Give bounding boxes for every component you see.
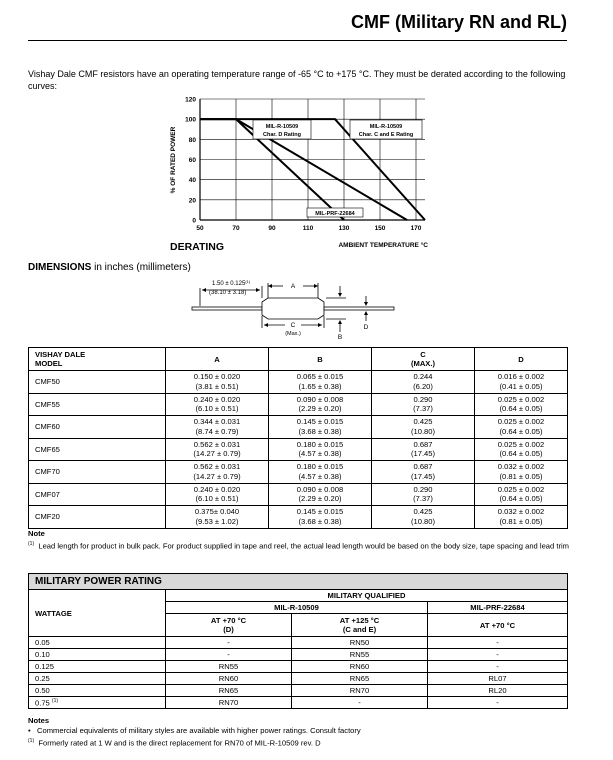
table-row (29, 697, 568, 709)
x-tick-label: 130 (338, 225, 350, 232)
power-notes (28, 716, 573, 749)
series-label-d-line1: MIL-R-10509 (265, 124, 299, 130)
lead-length-label: $1.50 \pm 0.125^{(1)}$ (212, 279, 251, 287)
table-row (29, 461, 568, 484)
cell-b: 0.090 ± 0.008 (2.29 ± 0.20) (269, 483, 372, 506)
x-tick-label: 110 (302, 225, 314, 232)
dim-c-max-label: (Max.) (285, 331, 301, 337)
dimensions-table (28, 347, 568, 529)
cell-d: 0.025 ± 0.002 (0.64 ± 0.05) (475, 438, 568, 461)
cell-wattage: 0.125 (29, 661, 166, 673)
table-row (29, 393, 568, 416)
cell-d: 0.025 ± 0.002 (0.64 ± 0.05) (475, 393, 568, 416)
cell-d: - (166, 649, 292, 661)
x-tick-label: 90 (268, 225, 276, 232)
cell-a: 0.240 ± 0.020 (6.10 ± 0.51) (166, 483, 269, 506)
cell-a: 0.240 ± 0.020 (6.10 ± 0.51) (166, 393, 269, 416)
right-lead (324, 307, 394, 310)
cell-d: RN70 (166, 697, 292, 709)
cell-wattage: 0.50 (29, 685, 166, 697)
col-wattage: WATTAGE (29, 590, 166, 637)
cell-model: CMF55 (29, 393, 166, 416)
left-lead (192, 307, 262, 310)
dimensions-heading-units: in inches (millimeters) (91, 262, 191, 273)
cell-prf: - (428, 649, 568, 661)
dimension-drawing (190, 276, 410, 346)
cell-model: CMF20 (29, 506, 166, 529)
cell-a: 0.562 ± 0.031 (14.27 ± 0.79) (166, 461, 269, 484)
note-text: $^{(1)}$ Lead length for product in bulk pack. For product supplied in tape and reel, the actual lead length would be based on the body size, tape spacing and lead trim (28, 541, 570, 551)
cell-d: - (166, 637, 292, 649)
col-at70-d: AT +70 °C (D) (166, 614, 292, 637)
mil-prf-header: MIL-PRF-22684 (428, 602, 568, 614)
table-row (29, 673, 568, 685)
y-tick-label: 60 (188, 157, 196, 164)
military-power-table (28, 573, 568, 709)
x-tick-label: 150 (374, 225, 386, 232)
col-at125-ce: AT +125 °C (C and E) (292, 614, 428, 637)
table-row (29, 371, 568, 394)
cell-wattage: 0.25 (29, 673, 166, 685)
y-tick-label: 120 (185, 96, 196, 104)
cell-wattage: 0.05 (29, 637, 166, 649)
cell-d: RN60 (166, 673, 292, 685)
dim-d-label: D (363, 324, 369, 331)
cell-c: 0.687 (17.45) (372, 461, 475, 484)
cell-wattage: 0.75 $^{(1)}$ (29, 697, 166, 709)
notes-title: Notes (28, 716, 50, 725)
cell-ce: RN55 (292, 649, 428, 661)
x-tick-label: 170 (410, 225, 422, 232)
intro-text: Vishay Dale CMF resistors have an operating temperature range of -65 °C to +175 °C. They must be derated according to the following curves: (28, 69, 566, 91)
col-model: VISHAY DALE MODEL (29, 348, 166, 371)
cell-prf: RL07 (428, 673, 568, 685)
cell-c: 0.290 (7.37) (372, 393, 475, 416)
cell-a: 0.150 ± 0.020 (3.81 ± 0.51) (166, 371, 269, 394)
cell-ce: RN65 (292, 673, 428, 685)
dimensions-heading (28, 262, 191, 273)
cell-c: 0.425 (10.80) (372, 416, 475, 439)
table-row (29, 685, 568, 697)
cell-d: 0.032 ± 0.002 (0.81 ± 0.05) (475, 461, 568, 484)
y-tick-label: 100 (185, 116, 196, 124)
series-label-d-line2: Char. D Rating (263, 132, 301, 138)
table-row (29, 661, 568, 673)
page-title: CMF (Military RN and RL) (351, 12, 567, 32)
cell-ce: RN60 (292, 661, 428, 673)
table-row (29, 637, 568, 649)
cell-wattage: 0.10 (29, 649, 166, 661)
dimensions-header-row (29, 348, 568, 371)
power-table-title: MILITARY POWER RATING (29, 574, 568, 590)
lead-length-mm-label: (38.10 ± 3.18) (209, 290, 247, 296)
series-label-ce-line1: MIL-R-10509 (369, 124, 403, 130)
cell-model: CMF65 (29, 438, 166, 461)
military-qualified-header: MILITARY QUALIFIED (166, 590, 568, 602)
cell-b: 0.180 ± 0.015 (4.57 ± 0.38) (269, 438, 372, 461)
cell-d: RN55 (166, 661, 292, 673)
col-d: D (475, 348, 568, 371)
cell-model: CMF07 (29, 483, 166, 506)
cell-model: CMF60 (29, 416, 166, 439)
x-tick-label: 70 (232, 225, 240, 232)
cell-b: 0.145 ± 0.015 (3.68 ± 0.38) (269, 506, 372, 529)
cell-c: 0.425 (10.80) (372, 506, 475, 529)
cell-model: CMF50 (29, 371, 166, 394)
y-tick-label: 20 (188, 197, 196, 205)
derating-chart (160, 90, 450, 255)
table-row (29, 483, 568, 506)
cell-model: CMF70 (29, 461, 166, 484)
cell-d: 0.025 ± 0.002 (0.64 ± 0.05) (475, 416, 568, 439)
cell-ce: - (292, 697, 428, 709)
cell-ce: RN50 (292, 637, 428, 649)
dim-c-label: C (290, 322, 296, 329)
y-tick-label: 0 (192, 217, 196, 225)
cell-prf: - (428, 697, 568, 709)
cell-prf: RL20 (428, 685, 568, 697)
cell-c: 0.290 (7.37) (372, 483, 475, 506)
y-axis-title: % OF RATED POWER (170, 126, 177, 194)
table-row (29, 506, 568, 529)
col-c: C (MAX.) (372, 348, 475, 371)
cell-b: 0.145 ± 0.015 (3.68 ± 0.38) (269, 416, 372, 439)
dim-a-label: A (290, 283, 296, 290)
cell-a: 0.344 ± 0.031 (8.74 ± 0.79) (166, 416, 269, 439)
dim-b-label: B (337, 334, 343, 341)
cell-a: 0.562 ± 0.031 (14.27 ± 0.79) (166, 438, 269, 461)
cell-d: 0.016 ± 0.002 (0.41 ± 0.05) (475, 371, 568, 394)
cell-b: 0.065 ± 0.015 (1.65 ± 0.38) (269, 371, 372, 394)
dimensions-note (28, 529, 573, 552)
chart-title: DERATING (170, 241, 225, 253)
cell-c: 0.244 (6.20) (372, 371, 475, 394)
dimensions-heading-bold: DIMENSIONS (28, 262, 92, 273)
cell-d: 0.025 ± 0.002 (0.64 ± 0.05) (475, 483, 568, 506)
cell-a: 0.375± 0.040 (9.53 ± 1.02) (166, 506, 269, 529)
cell-ce: RN70 (292, 685, 428, 697)
table-row (29, 649, 568, 661)
table-row (29, 416, 568, 439)
title-divider (28, 40, 567, 41)
y-tick-label: 40 (188, 177, 196, 185)
cell-b: 0.090 ± 0.008 (2.29 ± 0.20) (269, 393, 372, 416)
cell-d: 0.032 ± 0.002 (0.81 ± 0.05) (475, 506, 568, 529)
series-label-ce-line2: Char. C and E Rating (358, 132, 414, 138)
col-a: A (166, 348, 269, 371)
x-axis-title: AMBIENT TEMPERATURE °C (338, 242, 428, 249)
x-tick-label: 50 (196, 225, 204, 232)
note-title: Note (28, 529, 45, 538)
col-b: B (269, 348, 372, 371)
cell-prf: - (428, 661, 568, 673)
cell-b: 0.180 ± 0.015 (4.57 ± 0.38) (269, 461, 372, 484)
cell-c: 0.687 (17.45) (372, 438, 475, 461)
power-note-2: $^{(1)}$ Formerly rated at 1 W and is the direct replacement for RN70 of MIL-R-10509 rev. D (28, 738, 321, 748)
y-tick-label: 80 (188, 136, 196, 144)
resistor-body (262, 298, 324, 319)
cell-d: RN65 (166, 685, 292, 697)
table-row (29, 438, 568, 461)
mil-r-header: MIL-R-10509 (166, 602, 428, 614)
power-note-1: • Commercial equivalents of military styles are available with higher power ratings. Consult factory (28, 726, 361, 735)
col-at70-prf: AT +70 °C (428, 614, 568, 637)
cell-prf: - (428, 637, 568, 649)
series-label-prf: MIL-PRF-22684 (315, 211, 355, 217)
